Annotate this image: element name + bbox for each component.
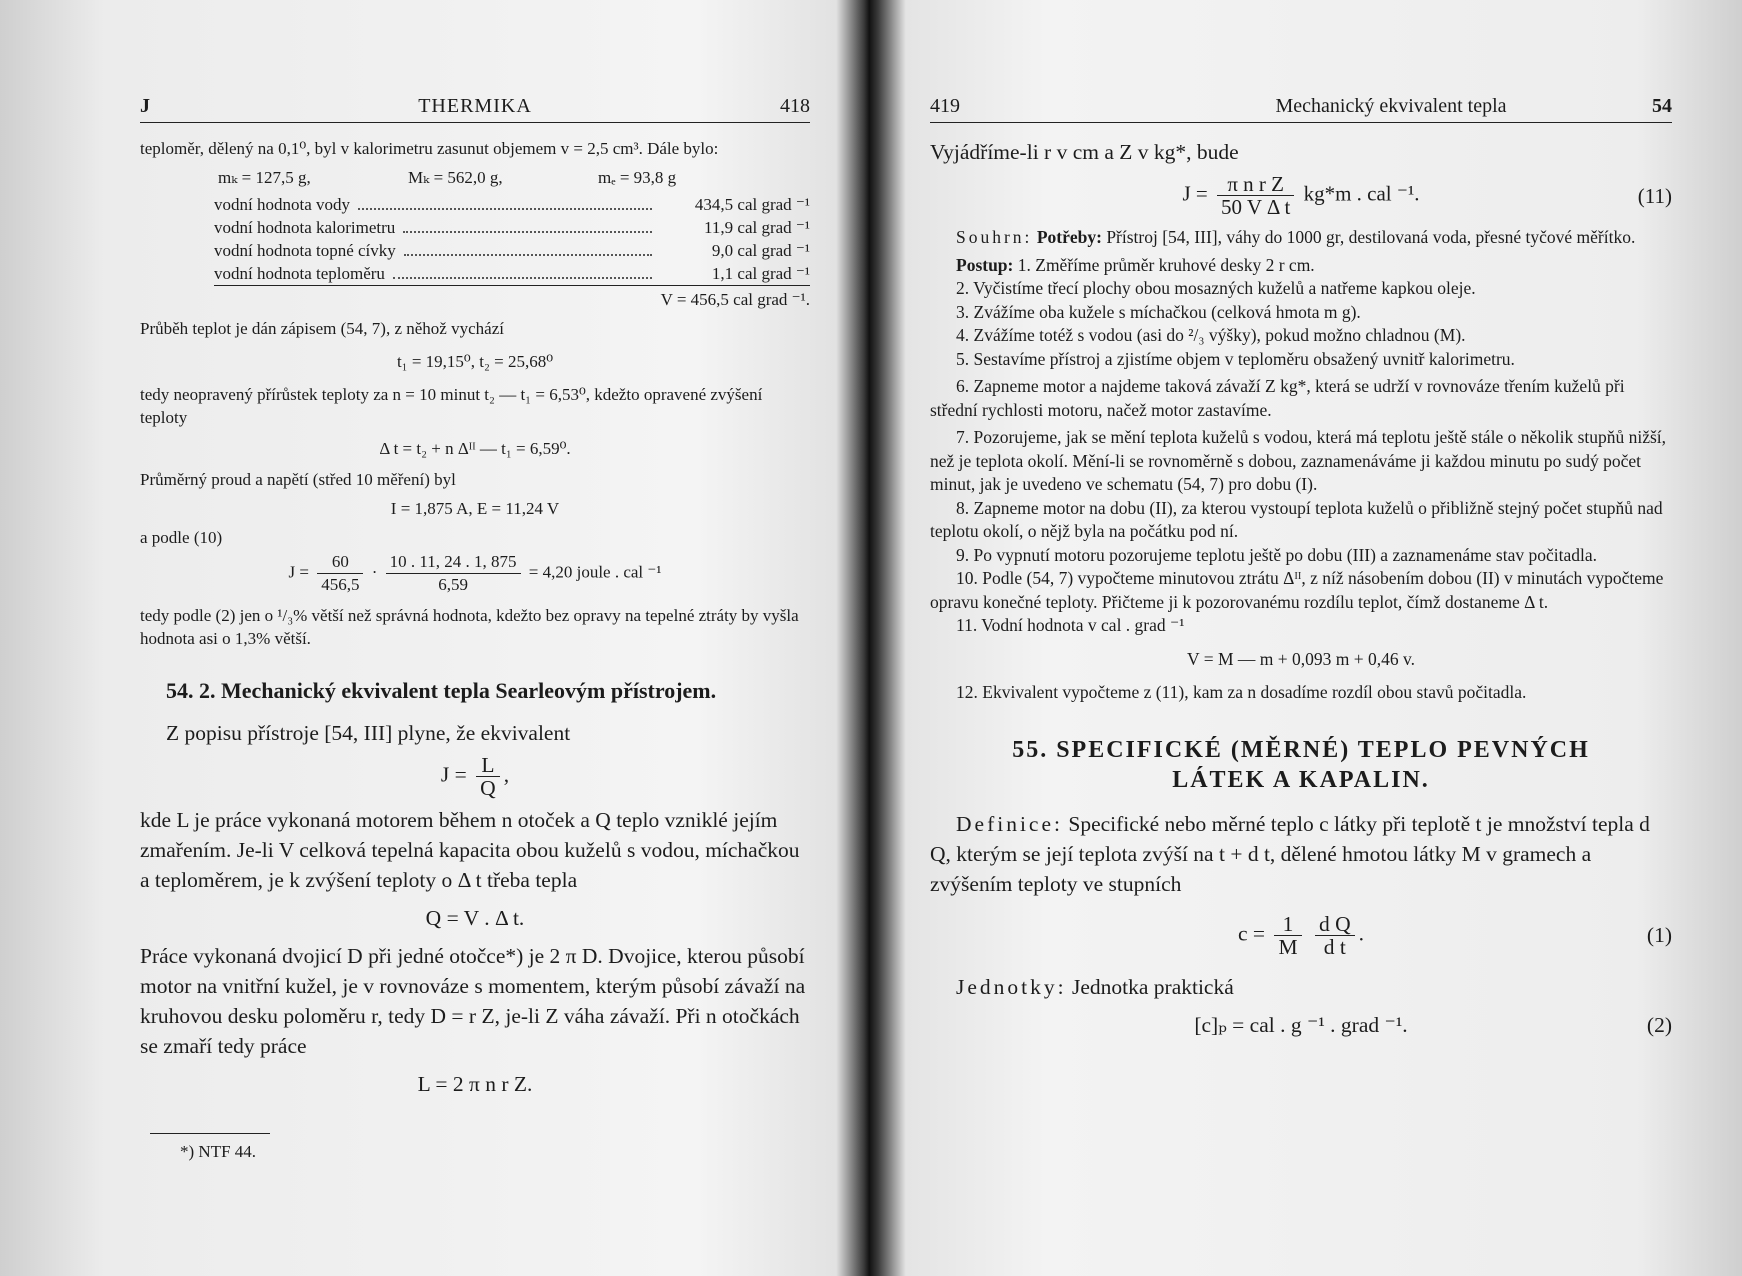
mass-row: [218, 166, 810, 189]
eq-lhs: J =: [288, 562, 309, 582]
equation-l: L = 2 π n r Z.: [417, 1072, 533, 1096]
step-item: 7. Pozorujeme, jak se mění teplota kuželů s vodou, která má teplotu ještě stále o několik stupňů nižší, než je teplota okolí. Mění-li se rovnoměrně s dobou, zaznamenáváme ji každou minutu po sudý počet minut, jak je uvedeno ve schematu (54, 7) pro dobu (I).: [930, 427, 1667, 494]
section-heading: 55. SPECIFICKÉ (MĚRNÉ) TEPLO PEVNÝCH: [1012, 736, 1590, 763]
page-header-left: [140, 88, 810, 123]
equation-v: V = M — m + 0,093 m + 0,46 v.: [1187, 648, 1415, 669]
eq-rhs: = 4,20 joule . cal ⁻¹: [528, 562, 662, 582]
procedure: [930, 226, 1672, 705]
mass-value: mₑ = 93,8 g: [598, 168, 677, 187]
step-item: 12. Ekvivalent vypočteme z (11), kam za n dosadíme rozdíl obou stavů počitadla.: [956, 682, 1527, 702]
units-paragraph: Jednotky: Jednotka praktická: [956, 974, 1234, 999]
equation-number: (11): [1637, 183, 1672, 208]
fraction: $\frac{L}{Q}$: [476, 754, 500, 799]
section-heading: 54. 2. Mechanický ekvivalent tepla Searleovým přístrojem.: [166, 678, 717, 703]
equation-temps: t₁ = 19,15⁰, t₂ = 25,68⁰: [396, 352, 554, 371]
step-item: Postup: 1. Změříme průměr kruhové desky 2 r cm.: [956, 254, 1315, 275]
row-label: vodní hodnota topné cívky: [214, 241, 396, 260]
fraction: $\frac{\text{π n r Z}}{\text{50 V Δ t}}$: [1217, 173, 1294, 218]
souhrn-paragraph: Souhrn: Potřeby: Přístroj [54, III], váhy do 1000 gr, destilovaná voda, přesné tyčové měřítko.: [956, 227, 1636, 247]
header-letter: J: [140, 95, 150, 117]
paragraph: Průběh teplot je dán zápisem (54, 7), z něhož vychází: [140, 319, 504, 338]
fraction: $\frac{1}{M}$: [1274, 913, 1301, 958]
equation-current-voltage: I = 1,875 A, E = 11,24 V: [390, 499, 560, 518]
left-body: [140, 137, 810, 650]
equation-number: (1): [1646, 923, 1672, 947]
fraction: $\frac{60}{456,5}$: [317, 551, 363, 596]
footnote-rule: [150, 1133, 270, 1134]
water-values-table: [214, 193, 810, 311]
section-54-2: [140, 676, 810, 1099]
table-row: [214, 216, 810, 239]
row-value: 9,0 cal grad ⁻¹: [711, 241, 810, 260]
fraction: $\frac{10 . 11, 24 . 1, 875}{6,59}$: [386, 551, 521, 596]
step-item: 2. Vyčistíme třecí plochy obou mosazných kuželů a natřeme kapkou oleje.: [956, 278, 1476, 298]
paragraph: kde L je práce vykonaná motorem během n otoček a Q teplo vzniklé jejím zmařením. Je-li V celková tepelná kapacita obou kuželů s vodou, míchačkou a teploměrem, je k zvýšení teploty o Δ t třeba tepla: [140, 808, 800, 892]
row-value: 434,5 cal grad ⁻¹: [694, 195, 810, 214]
page-418: [0, 0, 870, 1276]
row-value: 11,9 cal grad ⁻¹: [704, 218, 810, 237]
row-label: vodní hodnota kalorimetru: [214, 218, 396, 237]
step-item: 10. Podle (54, 7) vypočteme minutovou ztrátu Δᴵᴵ, z níž násobením dobou (II) v minutách vypočteme opravu konečné teploty. Přičteme ji k pozorovanému rozdílu teplot, čímž dostaneme Δ t.: [930, 568, 1664, 612]
table-row: [214, 193, 810, 216]
equation-j-result: J = $\frac{60}{456,5}$ · $\frac{10 . 11, 24 . 1, 875}{6,59}$ = 4,20 joule . cal ⁻¹: [288, 552, 662, 594]
header-section-number: 54: [1652, 95, 1672, 117]
step-item: 8. Zapneme motor na dobu (II), za kterou vystoupí teplota kuželů o přibližně stejný počet stupňů nad teplotu okolí, o nějž byla na počátku pod ní.: [930, 497, 1663, 541]
section-55: [930, 735, 1672, 1040]
row-value: 1,1 cal grad ⁻¹: [711, 264, 810, 283]
step-item: 11. Vodní hodnota v cal . grad ⁻¹: [956, 615, 1185, 635]
equation-1: c = $\frac{1}{M}$ $\frac{\text{d Q}}{\text{d t}}$ . (1): [1238, 911, 1672, 959]
page-header-right: [930, 88, 1672, 123]
definition-paragraph: Definice: Specifické nebo měrné teplo c látky při teplotě t je množství tepla d Q, kterým se její teplota zvýší na t + d t, dělené hmotou látky M v gramech a zvýšením teploty ve stupních: [930, 811, 1650, 896]
page-number: 419: [930, 95, 960, 117]
fraction: $\frac{\text{d Q}}{\text{d t}}$: [1315, 913, 1355, 958]
row-label: vodní hodnota teploměru: [214, 264, 385, 283]
step-item: 9. Po vypnutí motoru pozorujeme teplotu ještě po dobu (III) a zaznamenáme stav počitadla.: [956, 544, 1597, 565]
mass-value: Mₖ = 562,0 g,: [408, 168, 503, 187]
step-item: 6. Zapneme motor a najdeme taková závaží Z kg*, která se udrží v rovnováze třením kuželů při střední rychlosti motoru, načež motor zastavíme.: [930, 376, 1625, 420]
equation-j-lq: J = $\frac{L}{Q}$ ,: [440, 753, 510, 800]
equation-number: (2): [1646, 1012, 1672, 1037]
step-item: 4. Zvážíme totéž s vodou (asi do ²/₃ výšky), pokud možno chladnou (M).: [956, 325, 1466, 345]
total-value: V = 456,5 cal grad ⁻¹.: [660, 290, 810, 309]
section-heading: LÁTEK A KAPALIN.: [1172, 766, 1430, 793]
equation-delta-t: Δ t = t₂ + n Δᴵᴵ — t₁ = 6,59⁰.: [379, 439, 571, 458]
footnote: *) NTF 44.: [180, 1142, 257, 1161]
step-item: 3. Zvážíme oba kužele s míchačkou (celková hmota m g).: [956, 301, 1361, 322]
paragraph: Z popisu přístroje [54, III] plyne, že ekvivalent: [166, 721, 571, 745]
equation-11: J = $\frac{\text{π n r Z}}{\text{50 V Δ t}}$ kg*m . cal ⁻¹. (11): [1182, 172, 1672, 219]
intro-paragraph: teploměr, dělený na 0,1⁰, byl v kalorimetru zasunut objemem v = 2,5 cm³. Dále bylo:: [140, 139, 719, 158]
page-419: [872, 0, 1742, 1276]
paragraph: Průměrný proud a napětí (střed 10 měření) byl: [140, 470, 456, 489]
header-title: Mechanický ekvivalent tepla: [1275, 95, 1507, 117]
table-row: [214, 262, 810, 286]
header-title: THERMIKA: [418, 95, 532, 117]
step-item: 5. Sestavíme přístroj a zjistíme objem v teploměru obsažený uvnitř kalorimetru.: [956, 348, 1515, 369]
table-row: [214, 239, 810, 262]
paragraph: a podle (10): [140, 528, 223, 547]
paragraph: Práce vykonaná dvojicí D při jedné otočce*) je 2 π D. Dvojice, kterou působí motor na vnitřní kužel, je v rovnováze s momentem, kterým působí závaží na kruhovou desku poloměru r, tedy D = r Z, je-li Z váha závaží. Při n otočkách se zmaří tedy práce: [140, 944, 806, 1058]
equation-q: Q = V . Δ t.: [425, 906, 525, 930]
paragraph: tedy neopravený přírůstek teploty za n = 10 minut t₂ — t₁ = 6,53⁰, kdežto opravené zvýšení teploty: [140, 385, 763, 427]
mass-value: mₖ = 127,5 g,: [218, 168, 311, 187]
row-label: vodní hodnota vody: [214, 195, 350, 214]
equation-2: [c]ₚ = cal . g ⁻¹ . grad ⁻¹. (2): [930, 1010, 1672, 1040]
page-number: 418: [780, 95, 810, 117]
paragraph: Vyjádříme-li r v cm a Z v kg*, bude: [930, 140, 1239, 164]
paragraph: tedy podle (2) jen o ¹/₃% větší než správná hodnota, kdežto bez opravy na tepelné ztráty by vyšla hodnota asi o 1,3% větší.: [140, 606, 799, 648]
